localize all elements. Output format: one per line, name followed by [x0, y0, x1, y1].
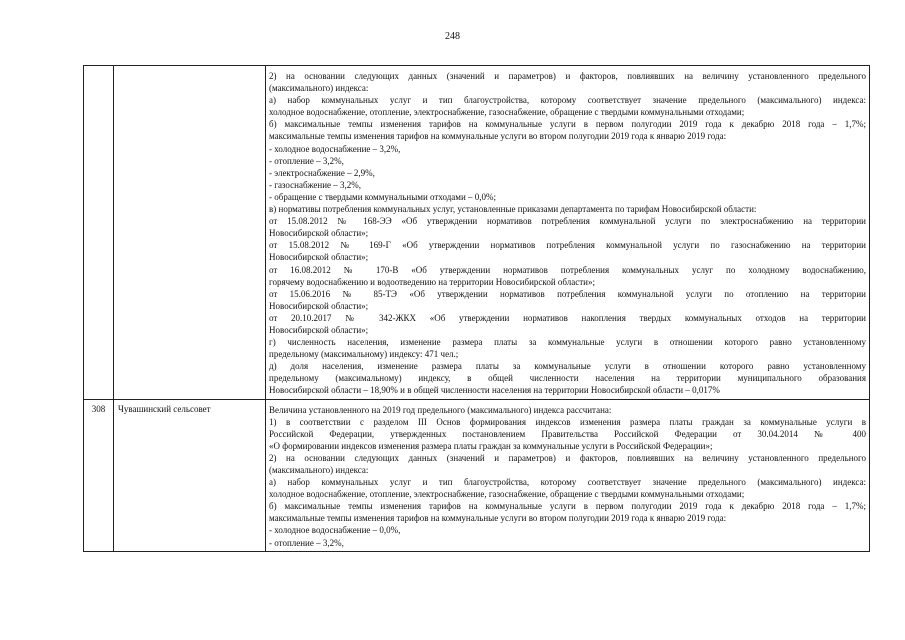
text-line: холодное водоснабжение, отопление, электроснабжение, газоснабжение, обращение с твердыми коммунальными отходами;: [269, 107, 745, 118]
text-line: - газоснабжение – 3,2%,: [269, 179, 362, 190]
text-line: Новосибирской области»;: [269, 300, 369, 311]
text-line: Российской Федерации, утвержденных постановлением Правительства Российской Федерации от 30.04.2014 № 400: [269, 428, 866, 439]
text-line: Величина установленного на 2019 год предельного (максимального) индекса рассчитана:: [269, 404, 612, 415]
municipality-name: Чувашинский сельсовет: [114, 399, 266, 551]
text-line: от 15.06.2016 № 85-ТЭ «Об утверждении нормативов потребления коммунальной услуги по отоплению на территории: [269, 288, 866, 299]
text-line: - холодное водоснабжение – 0,0%,: [269, 525, 401, 536]
text-line: 2) на основании следующих данных (значений и параметров) и факторов, повлиявших на величину установленного предельного: [269, 452, 866, 463]
text-line: - обращение с твердыми коммунальными отходами – 0,0%;: [269, 191, 497, 202]
text-line: «О формировании индексов изменения размера платы граждан за коммунальные услуги в Российской Федерации»;: [269, 440, 713, 451]
text-line: (максимального) индекса:: [269, 83, 369, 94]
text-line: 1) в соответствии с разделом III Основ формирования индексов изменения размера платы граждан за коммунальные услуги в: [269, 416, 866, 427]
text-line: (максимального) индекса:: [269, 465, 369, 475]
text-line: д) доля населения, изменение размера платы за коммунальные услуги в отношении которого равно установленному: [269, 361, 866, 372]
text-line: - холодное водоснабжение – 3,2%,: [269, 143, 401, 154]
text-line: а) набор коммунальных услуг и тип благоустройства, которому соответствует значение предельного (максимального) индекса:: [269, 477, 866, 488]
row-description: [266, 66, 870, 400]
text-line: холодное водоснабжение, отопление, электроснабжение, газоснабжение, обращение с твердыми коммунальными отходами;: [269, 489, 745, 500]
text-line: Новосибирской области»;: [269, 252, 369, 263]
text-line: - отопление – 3,2%,: [269, 155, 344, 166]
text-line: Новосибирской области – 18,90% и в общей численности населения на территории Новосибирской области – 0,017%: [269, 385, 720, 396]
text-line: предельному (максимальному) индексу, в общей численности населения на территории муниципального образования: [269, 373, 866, 384]
page-number: 248: [445, 31, 460, 42]
table-row: [84, 66, 870, 400]
text-line: Новосибирской области»;: [269, 324, 369, 335]
text-line: максимальные темпы изменения тарифов на коммунальные услуги во втором полугодии 2019 года к январю 2019 года:: [269, 131, 727, 142]
municipality-name: [114, 66, 266, 400]
text-line: г) численность населения, изменение размера платы за коммунальные услуги в отношении которого равно установленному: [269, 337, 866, 348]
text-line: б) максимальные темпы изменения тарифов на коммунальные услуги в первом полугодии 2019 года к декабрю 2018 года – 1,7%;: [269, 501, 866, 512]
description-lines: [269, 404, 866, 549]
text-line: предельному (максимальному) индексу: 471 чел.;: [269, 349, 459, 360]
text-line: Новосибирской области»;: [269, 228, 369, 239]
text-line: б) максимальные темпы изменения тарифов на коммунальные услуги в первом полугодии 2019 года к декабрю 2018 года – 1,7%;: [269, 119, 866, 130]
row-number: [84, 66, 114, 400]
text-line: от 16.08.2012 № 170-В «Об утверждении нормативов потребления коммунальных услуг по холодному водоснабжению,: [269, 264, 866, 275]
text-line: от 20.10.2017 № 342-ЖКХ «Об утверждении нормативов накопления твердых коммунальных отходов на территории: [269, 312, 866, 323]
description-lines: [269, 70, 866, 397]
text-line: от 15.08.2012 № 168-ЭЭ «Об утверждении нормативов потребления коммунальной услуги по электроснабжению на территории: [269, 216, 866, 227]
row-description: [266, 399, 870, 551]
text-line: горячему водоснабжению и водоотведению на территории Новосибирской области»;: [269, 276, 595, 287]
text-line: от 15.08.2012 № 169-Г «Об утверждении нормативов потребления коммунальной услуги по газоснабжению на территории: [269, 240, 866, 251]
text-line: - отопление – 3,2%,: [269, 537, 344, 548]
indices-table: [83, 65, 870, 552]
text-line: а) набор коммунальных услуг и тип благоустройства, которому соответствует значение предельного (максимального) индекса:: [269, 95, 866, 106]
table-row: [84, 399, 870, 551]
text-line: максимальные темпы изменения тарифов на коммунальные услуги во втором полугодии 2019 года к январю 2019 года:: [269, 513, 727, 524]
row-number: 308: [84, 399, 114, 551]
text-line: в) нормативы потребления коммунальных услуг, установленные приказами департамента по тарифам Новосибирской области:: [269, 204, 757, 215]
text-line: - электроснабжение – 2,9%,: [269, 167, 375, 178]
text-line: 2) на основании следующих данных (значений и параметров) и факторов, повлиявших на величину установленного предельного: [269, 71, 866, 81]
